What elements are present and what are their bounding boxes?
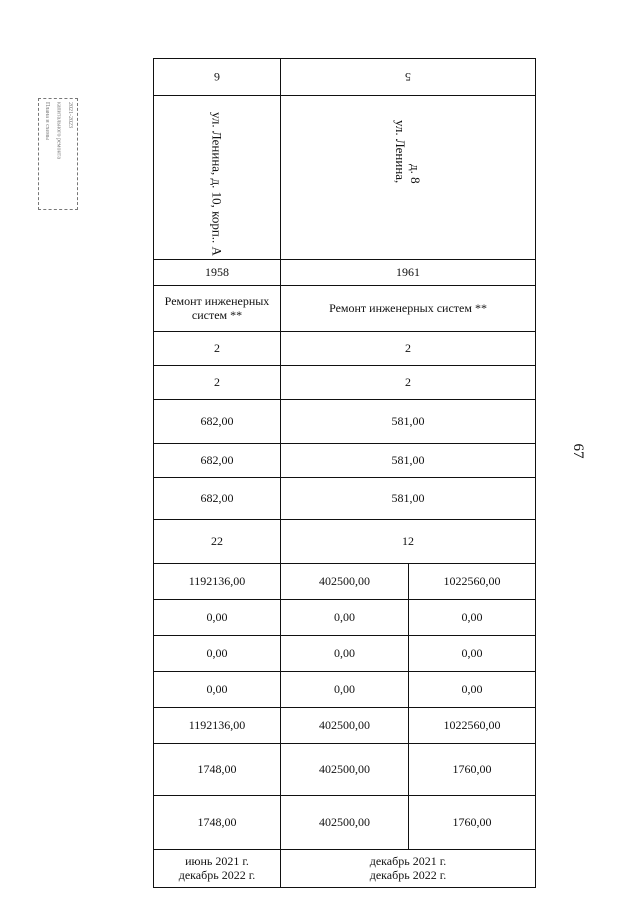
table-row xyxy=(154,743,536,795)
unit-cost-cell: 1760,00 xyxy=(409,743,536,795)
table-row xyxy=(154,795,536,849)
area-total-cell: 682,00 xyxy=(154,399,281,443)
address-text: ул. Ленина, д. 10, корп.. А xyxy=(209,112,225,256)
floors-cell: 2 xyxy=(281,331,536,365)
address-cell xyxy=(154,96,281,260)
entrances-cell: 2 xyxy=(281,365,536,399)
stamp-line: Плана и схемы xyxy=(44,102,51,141)
fund-cell: 0,00 xyxy=(409,599,536,635)
table-row xyxy=(154,331,536,365)
fund-cell: 0,00 xyxy=(409,635,536,671)
table-row xyxy=(154,635,536,671)
archive-stamp xyxy=(38,98,78,210)
entrances-cell: 2 xyxy=(154,365,281,399)
fund-owners-cell: 1192136,00 xyxy=(154,707,281,743)
column-number-cell: 6 xyxy=(154,59,281,96)
table-row xyxy=(154,707,536,743)
residents-cell: 12 xyxy=(281,519,536,563)
fund-cell: 0,00 xyxy=(281,599,409,635)
area-premises-cell: 682,00 xyxy=(154,477,281,519)
year-cell: 1961 xyxy=(281,259,536,285)
floors-cell: 2 xyxy=(154,331,281,365)
year-cell: 1958 xyxy=(154,259,281,285)
work-type-cell: Ремонт инженерных систем ** xyxy=(154,285,281,331)
fund-cell: 0,00 xyxy=(154,599,281,635)
address-cell xyxy=(281,96,536,260)
table-row xyxy=(154,443,536,477)
stamp-line: 2021-2023 xyxy=(66,102,73,128)
fund-cell: 0,00 xyxy=(154,671,281,707)
date-end: декабрь 2022 г. xyxy=(178,868,256,883)
table-row xyxy=(154,399,536,443)
table-row xyxy=(154,671,536,707)
date-end: декабрь 2022 г. xyxy=(369,868,447,883)
fund-cell: 0,00 xyxy=(281,671,409,707)
table-row xyxy=(154,599,536,635)
table-row xyxy=(154,519,536,563)
date-start: июнь 2021 г. xyxy=(185,854,249,869)
repair-program-table xyxy=(153,58,536,888)
area-living-cell: 682,00 xyxy=(154,443,281,477)
max-unit-cost-cell: 1760,00 xyxy=(409,795,536,849)
fund-owners-cell: 1022560,00 xyxy=(409,707,536,743)
dates-cell xyxy=(154,849,281,887)
address-text: ул. Ленина, xyxy=(393,120,408,184)
fund-cell: 0,00 xyxy=(409,671,536,707)
area-premises-cell: 581,00 xyxy=(281,477,536,519)
cost-total-cell: 402500,00 xyxy=(281,563,409,599)
fund-owners-cell: 402500,00 xyxy=(281,707,409,743)
table-row xyxy=(154,259,536,285)
table-row xyxy=(154,59,536,96)
table-row xyxy=(154,477,536,519)
table-row xyxy=(154,285,536,331)
unit-cost-cell: 402500,00 xyxy=(281,743,409,795)
stamp-line: капитального ремонта xyxy=(55,102,62,160)
cost-total-cell: 1192136,00 xyxy=(154,563,281,599)
page-number: 67 xyxy=(570,443,587,459)
work-type-cell: Ремонт инженерных систем ** xyxy=(281,285,536,331)
residents-cell: 22 xyxy=(154,519,281,563)
address-text: д. 8 xyxy=(408,163,423,184)
fund-cell: 0,00 xyxy=(281,635,409,671)
column-number-cell: 5 xyxy=(281,59,536,96)
table-row xyxy=(154,96,536,260)
dates-cell xyxy=(281,849,536,887)
unit-cost-cell: 1748,00 xyxy=(154,743,281,795)
table-row xyxy=(154,849,536,887)
area-total-cell: 581,00 xyxy=(281,399,536,443)
area-living-cell: 581,00 xyxy=(281,443,536,477)
max-unit-cost-cell: 402500,00 xyxy=(281,795,409,849)
table-row xyxy=(154,563,536,599)
table-row xyxy=(154,365,536,399)
date-start: декабрь 2021 г. xyxy=(369,854,447,869)
fund-cell: 0,00 xyxy=(154,635,281,671)
max-unit-cost-cell: 1748,00 xyxy=(154,795,281,849)
cost-total-cell: 1022560,00 xyxy=(409,563,536,599)
